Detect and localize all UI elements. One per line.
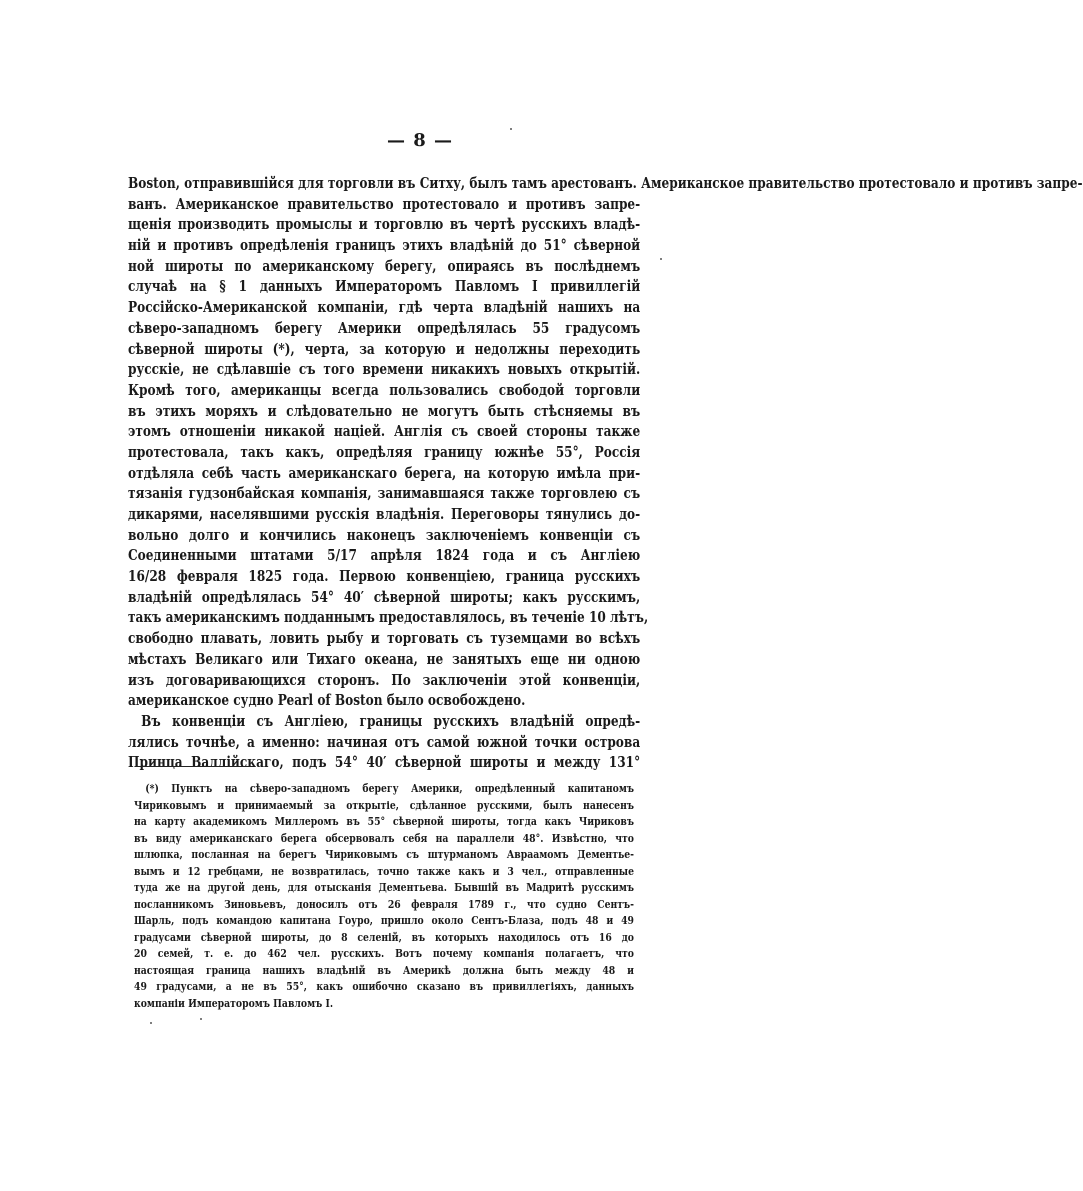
text-line: Россійско-Американской компаніи, гдѣ черта владѣній нашихъ на — [128, 299, 641, 317]
footnote-line: въ виду американскаго берега обсервовалъ себя на параллели 48°. Извѣстно, что — [134, 830, 634, 845]
text-line: случаѣ на § 1 данныхъ Императоромъ Павломъ I привиллегій — [128, 278, 641, 296]
footnote-line: посланникомъ Зиновьевъ, доносилъ отъ 26 февраля 1789 г., что судно Сентъ- — [134, 896, 634, 911]
text-line: мѣстахъ Великаго или Тихаго океана, не занятыхъ еще ни одною — [128, 650, 641, 668]
text-line: Кромѣ того, американцы всегда пользовались свободой торговли — [128, 381, 641, 399]
footnote-line: Чириковымъ и принимаемый за открытіе, сдѣланное русскими, былъ нанесенъ — [134, 797, 634, 812]
scan-speck — [200, 1018, 202, 1020]
scan-speck — [510, 128, 512, 130]
text-line: свободно плавать, ловить рыбу и торговать съ туземцами во всѣхъ — [128, 630, 641, 648]
footnote-line: на карту академикомъ Миллеромъ въ 55° сѣверной широты, тогда какъ Чириковъ — [134, 814, 634, 828]
main-text — [128, 174, 1083, 774]
footnote-line: Шарль, подъ командою капитана Гоуро, пришло около Сентъ-Блаза, подъ 48 и 49 — [134, 913, 634, 927]
footnote-line: (*) Пунктъ на сѣверо-западномъ берегу Америки, опредѣленный капитаномъ — [145, 781, 634, 795]
footnote-line: градусами сѣверной широты, до 8 селеній, въ которыхъ находилось отъ 16 до — [134, 929, 634, 944]
text-line: Соединенными штатами 5/17 апрѣля 1824 года и съ Англіею — [128, 547, 641, 565]
scan-speck — [660, 258, 662, 260]
scan-speck — [150, 1022, 152, 1024]
text-line: этомъ отношеніи никакой націей. Англія съ своей стороны также — [128, 423, 641, 441]
text-line: сѣверной широты (*), черта, за которую и недолжны переходить — [128, 340, 641, 358]
text-line: владѣній опредѣлялась 54° 40′ сѣверной широты; какъ русскимъ, — [128, 588, 641, 606]
footnote-line: туда же на другой день, для отысканія Дементьева. Бывшій въ Мадритѣ русскимъ — [134, 880, 634, 894]
text-line: ванъ. Американское правительство протестовало и противъ запре- — [128, 195, 641, 213]
footnote — [134, 780, 634, 1011]
text-line: Boston, отправившійся для торговли въ Ситху, былъ тамъ арестованъ. Американское правительство протестовало и противъ запре- — [128, 175, 1083, 192]
page-number: — 8 — — [386, 130, 454, 151]
footnote-line: компаніи Императоромъ Павломъ I. — [134, 995, 334, 1010]
text-line: дикарями, населявшими русскія владѣнія. Переговоры тянулись до- — [128, 506, 641, 523]
text-line: ній и противъ опредѣленія границъ этихъ владѣній до 51° сѣверной — [128, 237, 641, 255]
text-line: щенія производить промыслы и торговлю въ чертѣ русскихъ владѣ- — [128, 216, 641, 234]
text-line: отдѣляла себѣ часть американскаго берега, на которую имѣла при- — [128, 464, 641, 482]
text-line: Въ конвенціи съ Англіею, границы русскихъ владѣній опредѣ- — [141, 712, 641, 730]
footnote-line: вымъ и 12 гребцами, не возвратилась, точно также какъ и 3 чел., отправленные — [134, 863, 634, 878]
text-line: ной широты по американскому берегу, опираясь въ послѣднемъ — [128, 257, 641, 275]
footnote-divider — [135, 766, 253, 767]
text-line: въ этихъ моряхъ и слѣдовательно не могутъ быть стѣсняемы въ — [128, 402, 641, 420]
footnote-line: шлюпка, посланная на берегъ Чириковымъ съ штурманомъ Авраамомъ Дементье- — [134, 847, 634, 861]
text-line: русскіе, не сдѣлавшіе съ того времени никакихъ новыхъ открытій. — [128, 361, 641, 379]
text-line: тязанія гудзонбайская компанія, занимавшаяся также торговлею съ — [128, 485, 641, 503]
text-line: такъ американскимъ подданнымъ предоставлялось, въ теченіе 10 лѣтъ, — [128, 609, 649, 627]
footnote-line: настоящая граница нашихъ владѣній въ Америкѣ должна быть между 48 и — [134, 962, 634, 977]
footnote-line: 49 градусами, а не въ 55°, какъ ошибочно сказано въ привиллегіяхъ, данныхъ — [134, 979, 634, 993]
text-line: вольно долго и кончились наконецъ заключеніемъ конвенціи съ — [128, 526, 641, 544]
text-line: сѣверо-западномъ берегу Америки опредѣлялась 55 градусомъ — [128, 319, 641, 337]
text-line: Принца Валлійскаго, подъ 54° 40′ сѣверной широты и между 131° — [128, 754, 641, 772]
text-line: лялись точнѣе, а именно: начиная отъ самой южной точки острова — [128, 733, 641, 751]
text-line: американское судно Pearl of Boston было освобождено. — [128, 692, 526, 710]
footnote-line: 20 семей, т. е. до 462 чел. русскихъ. Вотъ почему компанія полагаетъ, что — [134, 946, 634, 960]
text-line: изъ договаривающихся сторонъ. По заключеніи этой конвенціи, — [128, 671, 641, 689]
text-line: 16/28 февраля 1825 года. Первою конвенціею, граница русскихъ — [128, 568, 641, 586]
text-line: протестовала, такъ какъ, опредѣляя границу южнѣе 55°, Россія — [128, 443, 641, 461]
